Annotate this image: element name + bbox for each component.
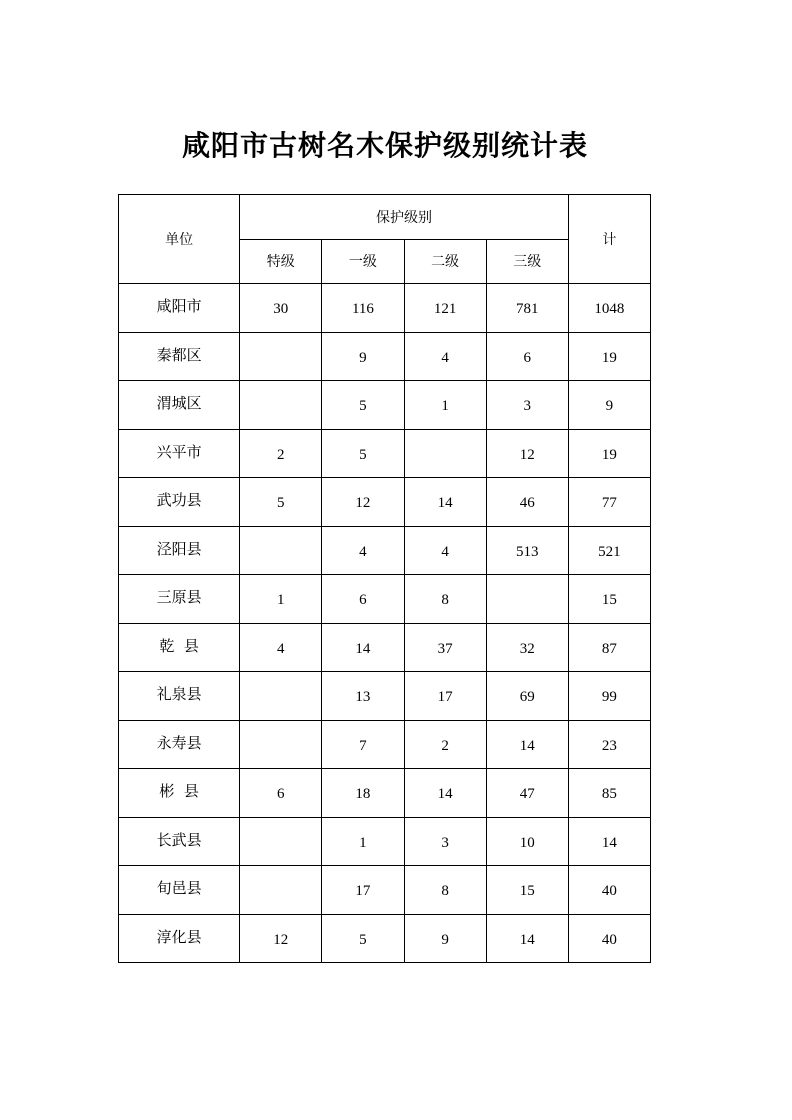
page-title: 咸阳市古树名木保护级别统计表 (181, 129, 588, 162)
cell-first: 5 (322, 914, 404, 963)
cell-total: 23 (568, 720, 650, 769)
cell-unit: 礼泉县 (119, 672, 240, 721)
cell-second: 4 (404, 332, 486, 381)
cell-first: 5 (322, 429, 404, 478)
cell-third: 6 (486, 332, 568, 381)
cell-total: 40 (568, 914, 650, 963)
cell-second: 17 (404, 672, 486, 721)
cell-special (240, 720, 322, 769)
cell-unit: 咸阳市 (119, 284, 240, 333)
cell-third (486, 575, 568, 624)
cell-total: 19 (568, 332, 650, 381)
cell-second (404, 429, 486, 478)
cell-unit: 乾 县 (119, 623, 240, 672)
cell-second: 8 (404, 866, 486, 915)
cell-total: 40 (568, 866, 650, 915)
cell-total: 87 (568, 623, 650, 672)
cell-first: 4 (322, 526, 404, 575)
table-row (119, 284, 651, 333)
cell-special: 1 (240, 575, 322, 624)
cell-second: 2 (404, 720, 486, 769)
table-row (119, 575, 651, 624)
cell-first: 13 (322, 672, 404, 721)
cell-unit: 永寿县 (119, 720, 240, 769)
cell-special: 30 (240, 284, 322, 333)
header-level-second: 二级 (404, 239, 486, 284)
cell-special (240, 526, 322, 575)
cell-first: 5 (322, 381, 404, 430)
cell-second: 9 (404, 914, 486, 963)
cell-unit: 武功县 (119, 478, 240, 527)
cell-special: 6 (240, 769, 322, 818)
cell-first: 6 (322, 575, 404, 624)
cell-total: 19 (568, 429, 650, 478)
cell-third: 3 (486, 381, 568, 430)
table-row (119, 672, 651, 721)
cell-special: 4 (240, 623, 322, 672)
cell-first: 116 (322, 284, 404, 333)
cell-special: 2 (240, 429, 322, 478)
header-total: 计 (568, 195, 650, 284)
header-level-special: 特级 (240, 239, 322, 284)
cell-first: 12 (322, 478, 404, 527)
header-unit: 单位 (119, 195, 240, 284)
table-row (119, 817, 651, 866)
cell-unit: 兴平市 (119, 429, 240, 478)
cell-third: 10 (486, 817, 568, 866)
table-row (119, 623, 651, 672)
cell-third: 12 (486, 429, 568, 478)
cell-second: 8 (404, 575, 486, 624)
cell-third: 14 (486, 720, 568, 769)
cell-unit: 三原县 (119, 575, 240, 624)
cell-third: 69 (486, 672, 568, 721)
table-body (119, 284, 651, 963)
cell-special (240, 381, 322, 430)
cell-second: 3 (404, 817, 486, 866)
cell-second: 14 (404, 478, 486, 527)
cell-special (240, 332, 322, 381)
cell-second: 37 (404, 623, 486, 672)
table-row (119, 429, 651, 478)
cell-first: 1 (322, 817, 404, 866)
cell-total: 15 (568, 575, 650, 624)
cell-unit: 长武县 (119, 817, 240, 866)
cell-special: 5 (240, 478, 322, 527)
cell-total: 521 (568, 526, 650, 575)
cell-third: 32 (486, 623, 568, 672)
cell-third: 46 (486, 478, 568, 527)
cell-total: 99 (568, 672, 650, 721)
header-level-third: 三级 (486, 239, 568, 284)
cell-first: 9 (322, 332, 404, 381)
cell-unit: 旬邑县 (119, 866, 240, 915)
cell-total: 9 (568, 381, 650, 430)
cell-third: 513 (486, 526, 568, 575)
cell-unit: 秦都区 (119, 332, 240, 381)
table-row (119, 381, 651, 430)
cell-special (240, 817, 322, 866)
cell-third: 15 (486, 866, 568, 915)
cell-special: 12 (240, 914, 322, 963)
table-row (119, 332, 651, 381)
cell-total: 77 (568, 478, 650, 527)
cell-third: 781 (486, 284, 568, 333)
cell-special (240, 672, 322, 721)
cell-total: 1048 (568, 284, 650, 333)
cell-special (240, 866, 322, 915)
header-protection-level: 保护级别 (240, 195, 569, 240)
cell-third: 14 (486, 914, 568, 963)
table-header (119, 195, 651, 284)
cell-unit: 泾阳县 (119, 526, 240, 575)
cell-first: 7 (322, 720, 404, 769)
table-row (119, 866, 651, 915)
cell-first: 17 (322, 866, 404, 915)
header-level-first: 一级 (322, 239, 404, 284)
cell-unit: 渭城区 (119, 381, 240, 430)
table-row (119, 769, 651, 818)
table-row (119, 526, 651, 575)
cell-second: 121 (404, 284, 486, 333)
cell-unit: 淳化县 (119, 914, 240, 963)
cell-second: 4 (404, 526, 486, 575)
table-row (119, 478, 651, 527)
table-row (119, 914, 651, 963)
cell-total: 85 (568, 769, 650, 818)
cell-first: 18 (322, 769, 404, 818)
statistics-table (118, 194, 651, 963)
cell-second: 14 (404, 769, 486, 818)
cell-total: 14 (568, 817, 650, 866)
cell-first: 14 (322, 623, 404, 672)
table-row (119, 720, 651, 769)
header-row-1 (119, 195, 651, 240)
cell-second: 1 (404, 381, 486, 430)
cell-unit: 彬 县 (119, 769, 240, 818)
cell-third: 47 (486, 769, 568, 818)
